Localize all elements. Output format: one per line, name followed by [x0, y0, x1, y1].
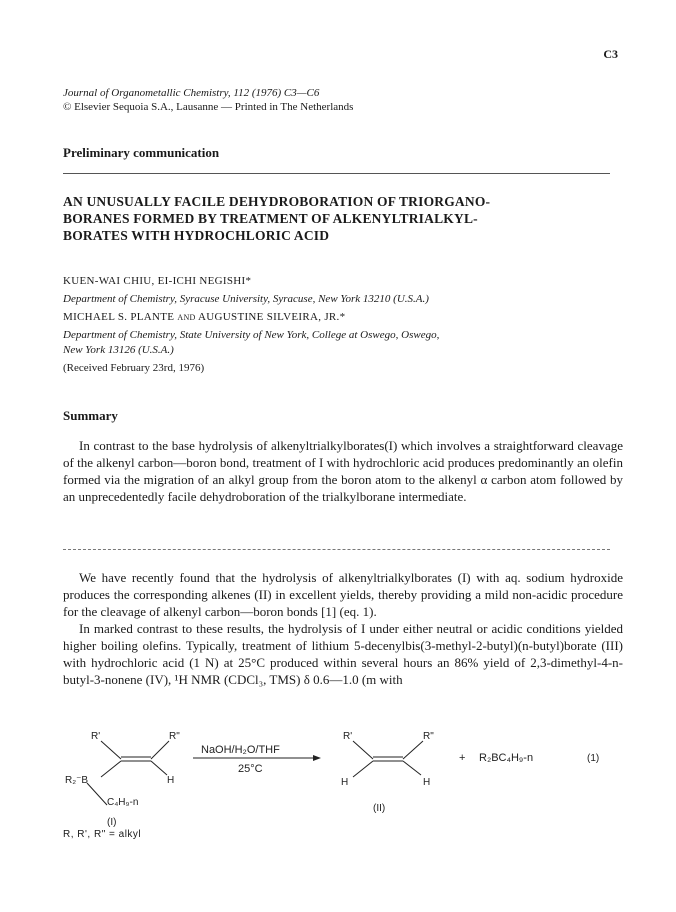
hydrogen-label: H: [167, 775, 175, 786]
summary-heading: Summary: [63, 408, 118, 423]
summary-text: In contrast to the base hydrolysis of alkenyltrialkylborates(I) which involves a straightforward cleavage of the alkenyl carbon—boron bond, treatment of I with hydrochloric acid produces predominantly an olefin formed via the migration of an alkyl group from the boron atom to the alkenyl α carbon atom followed by an unprecedentedly facile dehydroboration of the trialkylborane intermediate.: [63, 438, 623, 504]
author-names: KUEN-WAI CHIU, EI-ICHI NEGISHI*: [63, 275, 252, 287]
butyl-label: C₄H₉-n: [107, 797, 139, 808]
affiliation: Department of Chemistry, Syracuse University, Syracuse, New York 13210 (U.S.A.): [63, 293, 429, 305]
copyright-line: © Elsevier Sequoia S.A., Lausanne — Printed in The Netherlands: [63, 101, 354, 113]
section-label: Preliminary communication: [63, 145, 220, 160]
substrate-structure: [65, 731, 180, 828]
compound-label-I: (I): [107, 817, 117, 828]
article-title: [63, 193, 623, 244]
compound-label-II: (II): [373, 803, 386, 814]
conditions-label: 25°C: [238, 763, 263, 775]
affiliation: Department of Chemistry, State University of New York, College at Oswego, Oswego,: [63, 329, 440, 341]
body-text: [63, 569, 623, 688]
author-block: [63, 274, 633, 376]
plus-sign: +: [459, 752, 466, 764]
r-double-prime-label: R": [423, 731, 434, 742]
title-line: BORATES WITH HYDROCHLORIC ACID: [63, 228, 330, 243]
r-prime-label: R': [343, 731, 353, 742]
summary-rule: [63, 549, 610, 550]
boron-label: R₂⁻B: [65, 775, 89, 786]
equation-number: (1): [587, 753, 600, 764]
r-group-definition: R, R', R" = alkyl: [63, 829, 142, 840]
title-line: AN UNUSUALLY FACILE DEHYDROBORATION OF TRIORGANO-: [63, 194, 491, 209]
journal-citation: [63, 86, 353, 114]
reaction-arrow: [193, 744, 321, 775]
title-line: BORANES FORMED BY TREATMENT OF ALKENYLTRIALKYL-: [63, 211, 478, 226]
byproduct-label: R₂BC₄H₉-n: [479, 752, 534, 764]
received-date: (Received February 23rd, 1976): [63, 362, 205, 374]
body-paragraph: We have recently found that the hydrolysis of alkenyltrialkylborates (I) with aq. sodium hydroxide produces the corresponding alkenes (II) in excellent yields, thereby providing a mild non-acidic procedure for the cleavage of alkenyl carbon—boron bonds [1] (eq. 1).: [63, 570, 623, 619]
r-double-prime-label: R": [169, 731, 180, 742]
header-rule: [63, 173, 610, 174]
page-number: C3: [603, 47, 618, 61]
body-paragraph: In marked contrast to these results, the hydrolysis of I under either neutral or acidic conditions yielded higher boiling olefins. Typically, treatment of lithium 5-decenylbis(3-methyl-2-butyl)(n-butyl)borate (III) with hydrochloric acid (1 N) at 25°C produced within several hours an 86% yield of 2,3-dimethyl-4-n-butyl-3-nonene (IV), ¹H NMR (CDCl₃, TMS) δ 0.6—1.0 (m with: [63, 621, 623, 687]
journal-reference: Journal of Organometallic Chemistry, 112 (1976) C3—C6: [63, 87, 320, 99]
r-prime-label: R': [91, 731, 101, 742]
summary-paragraph: [63, 437, 623, 505]
reagent-label: NaOH/H₂O/THF: [201, 744, 280, 756]
affiliation: New York 13126 (U.S.A.): [63, 344, 174, 356]
hydrogen-label: H: [341, 777, 349, 788]
hydrogen-label: H: [423, 777, 431, 788]
product-structure: [341, 731, 434, 814]
reaction-scheme: [55, 725, 645, 845]
author-names: MICHAEL S. PLANTE and AUGUSTINE SILVEIRA, JR.*: [63, 311, 346, 323]
